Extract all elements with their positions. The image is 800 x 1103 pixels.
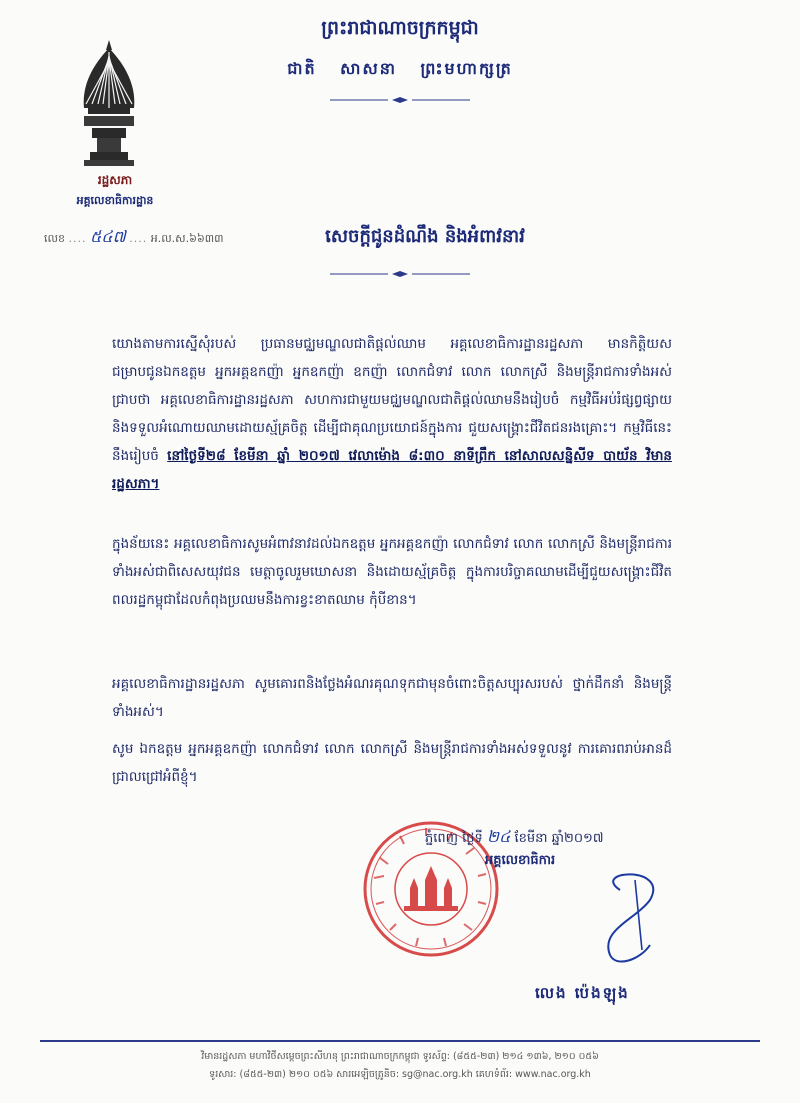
divider-ornament [330, 270, 470, 278]
ref-dots: .... [68, 232, 87, 245]
kingdom-heading: ព្រះរាជាណាចក្រកម្ពុជា [321, 17, 479, 39]
paragraph-text: យោងតាមការស្នើសុំរបស់ ប្រធានមជ្ឈមណ្ឌលជាតិផ្តល់ឈាម អគ្គលេខាធិការដ្ឋានរដ្ឋសភា មានកិត្តិយសជម្រាបជូនឯកឧត្តម អ្នកអគ្គឧកញ៉ា អ្នកឧកញ៉ា ឧកញ៉ា លោកជំទាវ លោក លោកស្រី និងមន្ត្រីរាជការទាំងអស់ ជ្រាបថា អគ្គលេខាធិការដ្ឋានរដ្ឋសភា សហការជាមួយមជ្ឈមណ្ឌលជាតិផ្តល់ឈាមនឹងរៀបចំ កម្មវិធីអប់រំផ្សព្វផ្សាយ និងទទួលអំណោយឈាមដោយស្ម័គ្រចិត្ត ដើម្បីជាគុណប្រយោជន៍ក្នុងការ ជួយសង្គ្រោះជីវិតជនរងគ្រោះ។ កម្មវិធីនេះនឹងរៀបចំ [112, 336, 672, 464]
national-assembly-emblem [70, 38, 148, 168]
footer-contact: ទូរសារ: (៨៥៥-២៣) ២១០ ០៥៦ សារអេឡិចត្រូនិច: sg@nac.org.kh គេហទំព័រ: www.nac.org.kh [209, 1069, 591, 1080]
ref-number: ៥៤៧ [89, 227, 126, 246]
date-day: ២៤ [486, 827, 511, 846]
date-prefix: ភ្នំពេញ ថ្ងៃទី [425, 831, 483, 846]
signer-role: អគ្គលេខាធិការ [485, 853, 556, 868]
footer-address: វិមានរដ្ឋសភា មហាវិថីសម្តេចព្រះសីហនុ ព្រះរាជាណាចក្រកម្ពុជា ទូរស័ព្ទ: (៨៥៥-២៣) ២១៤ ១៣៦, ២១០ ០៥៦ [201, 1051, 599, 1062]
department-name: អគ្គលេខាធិការដ្ឋាន [76, 194, 154, 207]
footer-divider [40, 1040, 760, 1042]
event-date-highlight: នៅថ្ងៃទី២៨ ខែមីនា ឆ្នាំ ២០១៧ វេលាម៉ោង ៨:៣០ នាទីព្រឹក នៅសាលសន្និសីទ បាយ័ន វិមានរដ្ឋសភា។ [112, 448, 672, 492]
divider-ornament [330, 96, 470, 104]
motto-religion: សាសនា [340, 59, 397, 78]
signer-name: លេង ប៉េងឡុង [535, 984, 630, 1002]
paragraph-thanks: អគ្គលេខាធិការដ្ឋានរដ្ឋសភា សូមគោរពនិងថ្លែងអំណរគុណទុកជាមុនចំពោះចិត្តសប្បុរសរបស់ ថ្នាក់ដឹកនាំ និងមន្ត្រីទាំងអស់។ [112, 676, 672, 720]
paragraph-closing: សូម ឯកឧត្តម អ្នកអគ្គឧកញ៉ា លោកជំទាវ លោក លោកស្រី និងមន្ត្រីរាជការទាំងអស់ទទួលនូវ ការគោរពរាប់អានដ៏ជ្រាលជ្រៅអំពីខ្ញុំ។ [112, 741, 672, 785]
ref-prefix: លេខ [44, 232, 65, 245]
motto-nation: ជាតិ [287, 59, 317, 78]
ref-dots: .... [129, 232, 148, 245]
signature-date [425, 826, 604, 850]
paragraph-announcement [112, 330, 672, 498]
ref-code: អ.ល.ស.៦៦៣៣ [150, 232, 224, 245]
motto-king: ព្រះមហាក្សត្រ [420, 59, 513, 78]
document-title: សេចក្តីជូនដំណឹង និងអំពាវនាវ [325, 226, 525, 247]
paragraph-appeal: ក្នុងន័យនេះ អគ្គលេខាធិការសូមអំពាវនាវដល់ឯកឧត្តម អ្នកអគ្គឧកញ៉ា លោកជំទាវ លោក លោកស្រី និងមន្ត្រីរាជការទាំងអស់ជាពិសេសយុវជន មេត្តាចូលរួមឃោសនា និងដោយស្ម័គ្រចិត្ត ក្នុងការបរិច្ចាគឈាមដើម្បីជួយសង្គ្រោះជីវិតពលរដ្ឋកម្ពុជាដែលកំពុងប្រឈមនឹងការខ្វះខាតឈាម កុំបីខាន។ [112, 536, 672, 608]
date-suffix: ខែមីនា ឆ្នាំ២០១៧ [514, 831, 604, 846]
handwritten-signature [580, 860, 690, 980]
ministry-name: រដ្ឋសភា [97, 173, 133, 187]
